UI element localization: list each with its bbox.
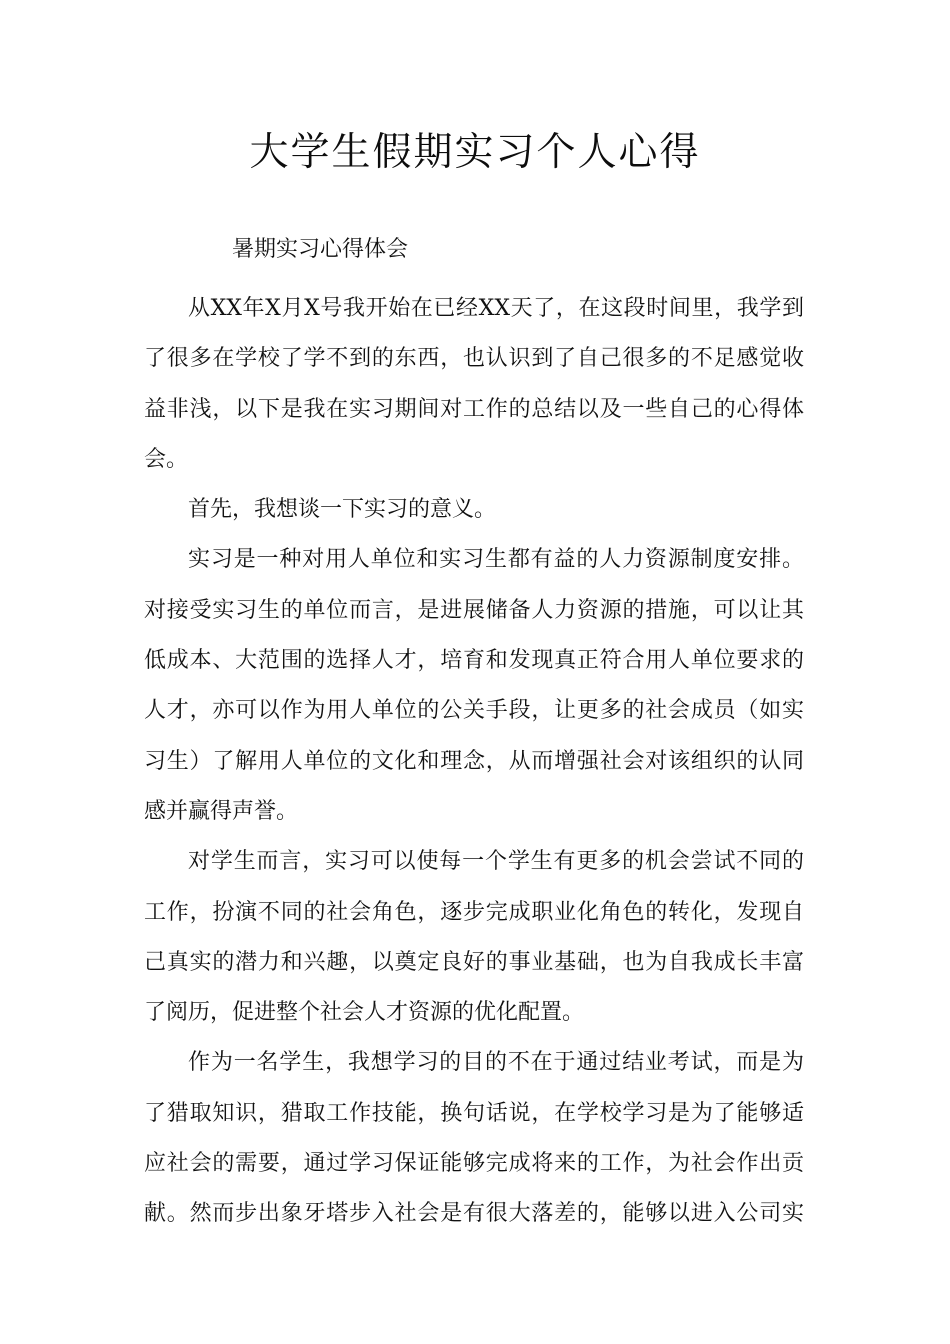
paragraph-line: 首先，我想谈一下实习的意义。 — [188, 497, 497, 523]
document-body — [144, 284, 804, 1240]
paragraph-line: 会。 — [144, 446, 189, 472]
paragraph-line: 从XX年X月X号我开始在已经XX天了，在这段时间里，我学到 — [188, 296, 804, 321]
document-subtitle: 暑期实习心得体会 — [232, 237, 409, 262]
paragraph-line: 对学生而言，实习可以使每一个学生有更多的机会尝试不同的 — [188, 849, 804, 875]
paragraph-line: 人才，亦可以作为用人单位的公关手段，让更多的社会成员（如实 — [144, 698, 804, 724]
paragraph-line: 益非浅，以下是我在实习期间对工作的总结以及一些自己的心得体 — [144, 396, 804, 422]
document-title: 大学生假期实习个人心得 — [249, 130, 701, 175]
paragraph-line: 实习是一种对用人单位和实习生都有益的人力资源制度安排。 — [188, 547, 804, 573]
paragraph-3 — [144, 535, 804, 837]
paragraph-1 — [144, 284, 804, 485]
paragraph-line: 感并赢得声誉。 — [144, 798, 299, 824]
paragraph-5 — [144, 1038, 804, 1239]
paragraph-line: 了很多在学校了学不到的东西，也认识到了自己很多的不足感觉收 — [144, 346, 804, 372]
paragraph-4 — [144, 837, 804, 1038]
paragraph-line: 了猎取知识，猎取工作技能，换句话说，在学校学习是为了能够适 — [144, 1100, 804, 1126]
paragraph-2 — [144, 485, 804, 535]
paragraph-line: 献。然而步出象牙塔步入社会是有很大落差的，能够以进入公司实 — [144, 1201, 804, 1227]
paragraph-line: 作为一名学生，我想学习的目的不在于通过结业考试，而是为 — [188, 1050, 804, 1076]
paragraph-line: 己真实的潜力和兴趣，以奠定良好的事业基础，也为自我成长丰富 — [144, 949, 804, 975]
paragraph-line: 工作，扮演不同的社会角色，逐步完成职业化角色的转化，发现自 — [144, 899, 804, 925]
paragraph-line: 应社会的需要，通过学习保证能够完成将来的工作，为社会作出贡 — [144, 1151, 804, 1177]
paragraph-line: 对接受实习生的单位而言，是进展储备人力资源的措施，可以让其 — [144, 597, 804, 623]
paragraph-line: 了阅历，促进整个社会人才资源的优化配置。 — [144, 1000, 585, 1026]
paragraph-line: 低成本、大范围的选择人才，培育和发现真正符合用人单位要求的 — [144, 648, 804, 674]
paragraph-line: 习生）了解用人单位的文化和理念，从而增强社会对该组织的认同 — [144, 748, 804, 774]
